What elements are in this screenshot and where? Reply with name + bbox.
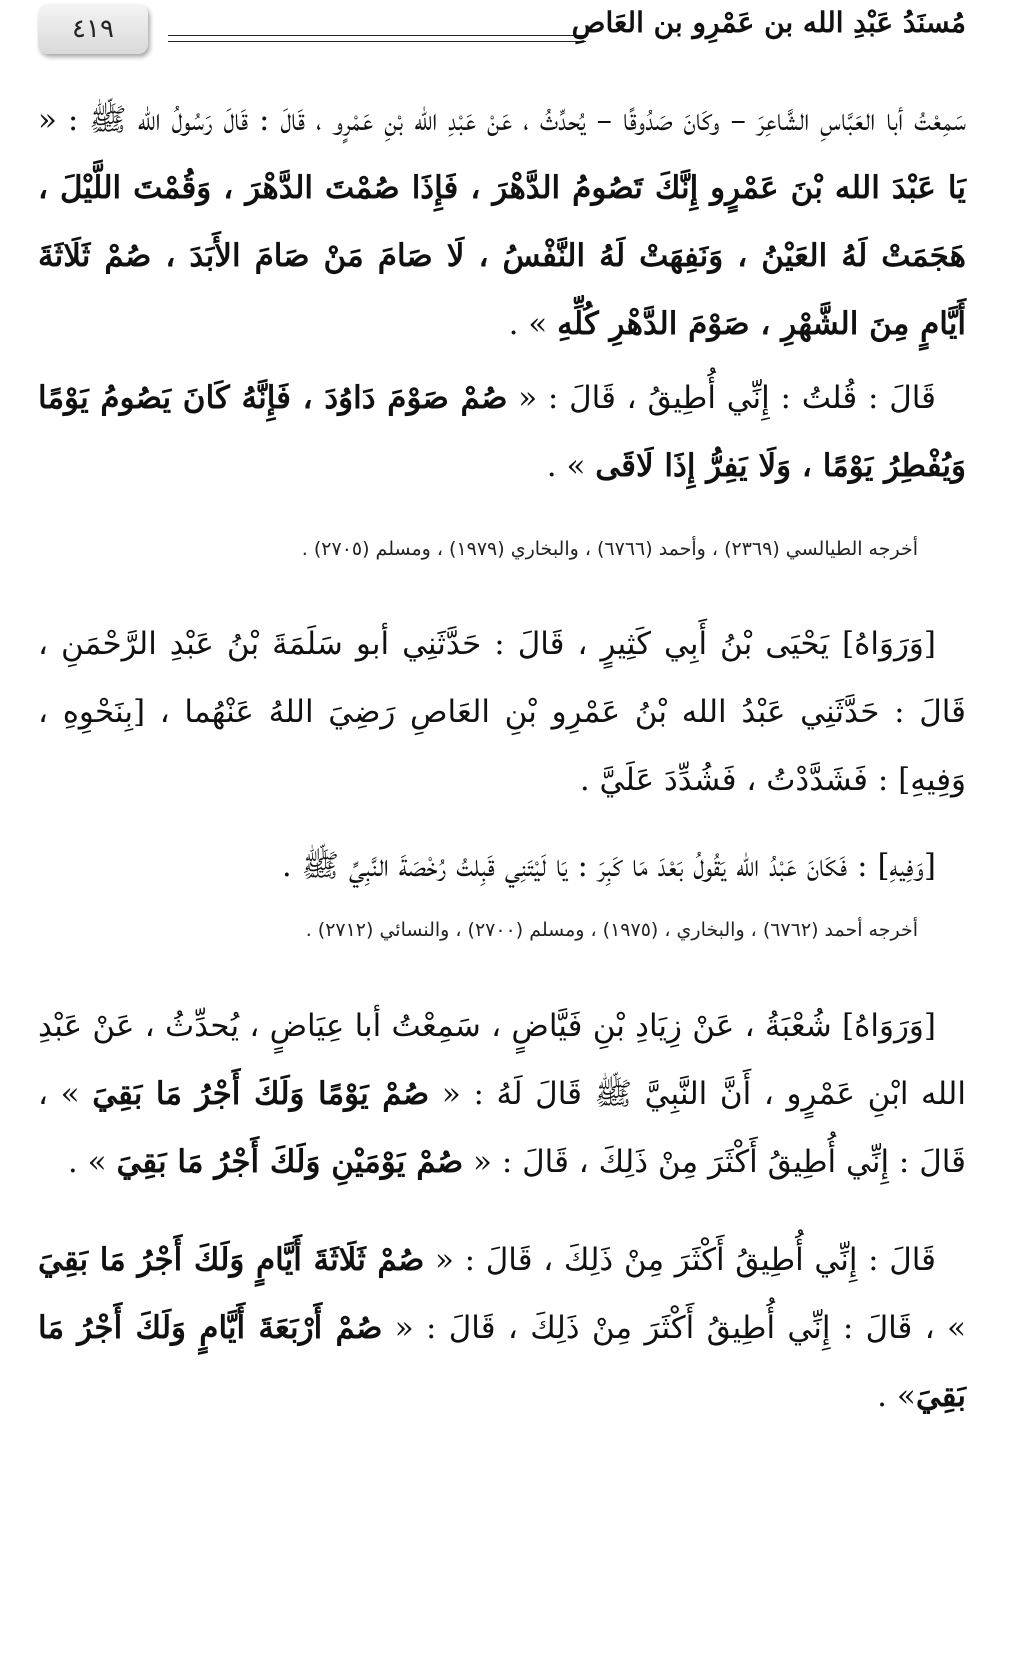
text-block-2	[38, 364, 966, 500]
hadith-text: يَا عَبْدَ الله بْنَ عَمْرٍو إِنَّكَ تَصُومُ الدَّهْرَ ، فَإِذَا صُمْتَ الدَّهْرَ ، وَقُمْتَ اللَّيْلَ ، هَجَمَتْ لَهُ العَيْنُ ، وَنَفِهَتْ لَهُ النَّفْسُ ، لَا صَامَ مَنْ صَامَ الأَبَدَ ، صُمْ ثَلَاثَةَ أَيَّامٍ مِنَ الشَّهْرِ ، صَوْمَ الدَّهْرِ كُلِّهِ	[38, 170, 966, 342]
header-rule-bottom	[168, 41, 586, 42]
hadith-text: صُمْ يَوْمَيْنِ وَلَكَ أَجْرُ مَا بَقِيَ	[116, 1144, 464, 1180]
paragraph-text: قَالَ : قُلتُ : إِنِّي أُطِيقُ ، قَالَ : «	[507, 380, 937, 416]
hadith-text: صُمْ يَوْمًا وَلَكَ أَجْرُ مَا بَقِيَ	[92, 1076, 430, 1112]
paragraph-text: [وَرَوَاهُ] يَحْيَى بْنُ أَبِي كَثِيرٍ ، قَالَ : حَدَّثَنِي أبو سَلَمَةَ بْنُ عَبْدِ الرَّحْمَنِ ، قَالَ : حَدَّثَنِي عَبْدُ الله بْنُ عَمْرِو بْنِ العَاصِ رَضِيَ اللهُ عَنْهُما ، [بِنَحْوِهِ ، وَفِيهِ] : فَشَدَّدْتُ ، فَشُدِّدَ عَلَيَّ .	[38, 626, 966, 798]
footnote-block-1	[38, 534, 966, 564]
text-block-3	[38, 610, 966, 814]
paragraph-text: » .	[877, 1378, 916, 1414]
text-block-5	[38, 992, 966, 1196]
page-number	[38, 4, 148, 54]
paragraph	[38, 832, 966, 900]
running-title: مُسنَدُ عَبْدِ الله بن عَمْرِو بن العَاصِ	[571, 6, 966, 39]
page-number-text: ٤١٩	[72, 14, 114, 44]
paragraph	[38, 364, 966, 500]
paragraph-text: » .	[508, 306, 558, 342]
paragraph-text: » .	[67, 1144, 117, 1180]
header-rule-top	[168, 35, 586, 36]
paragraph-text: سَمِعْتُ أبا العَبَّاسِ الشَّاعِرَ – وكَانَ صَدُوقًا – يُحدِّثُ ، عَنْ عَبْدِ الله بْنِ عَمْرٍو ، قَالَ : قَالَ رَسُولُ الله ﷺ : «	[38, 102, 966, 138]
paragraph	[38, 610, 966, 814]
text-block-1	[38, 86, 966, 358]
paragraph-text: قَالَ : إِنِّي أُطِيقُ أَكْثَرَ مِنْ ذَلِكَ ، قَالَ : «	[424, 1242, 936, 1278]
paragraph-text: » .	[546, 448, 596, 484]
text-block-6	[38, 1226, 966, 1430]
footnote-block-2	[38, 915, 966, 945]
paragraph	[38, 86, 966, 358]
hadith-text: صُمْ صَوْمَ دَاوُدَ ، فَإِنَّهُ كَانَ يَصُومُ يَوْمًا وَيُفْطِرُ يَوْمًا ، وَلَا يَفِرُّ إِذَا لَاقَى	[38, 380, 966, 484]
paragraph-text: » ، قَالَ : إِنِّي أُطِيقُ أَكْثَرَ مِنْ ذَلِكَ ، قَالَ : «	[382, 1310, 966, 1346]
text-block-4	[38, 832, 966, 900]
paragraph-text: [وَفِيهِ] : فَكَانَ عَبْدُ الله يَقُولُ بَعْدَ مَا كَبِرَ : يَا لَيْتَنِي قَبِلتُ رُخْصَةَ النَّبِيِّ ﷺ .	[281, 848, 936, 884]
paragraph	[38, 1226, 966, 1430]
footnote: أخرجه الطيالسي (٢٣٦٩) ، وأحمد (٦٧٦٦) ، والبخاري (١٩٧٩) ، ومسلم (٢٧٠٥) .	[301, 538, 918, 560]
footnote: أخرجه أحمد (٦٧٦٢) ، والبخاري ، (١٩٧٥) ، ومسلم (٢٧٠٠) ، والنسائي (٢٧١٢) .	[305, 919, 918, 941]
paragraph-text: » ، قَالَ : إِنِّي أُطِيقُ أَكْثَرَ مِنْ ذَلِكَ ، قَالَ : «	[38, 1076, 966, 1180]
paragraph	[38, 992, 966, 1196]
hadith-text: صُمْ أَرْبَعَةَ أَيَّامٍ وَلَكَ أَجْرُ مَا بَقِيَ	[38, 1310, 966, 1414]
hadith-text: صُمْ ثَلَاثَةَ أَيَّامٍ وَلَكَ أَجْرُ مَا بَقِيَ	[38, 1242, 425, 1278]
paragraph-text: [وَرَوَاهُ] شُعْبَةُ ، عَنْ زِيَادِ بْنِ فَيَّاضٍ ، سَمِعْتُ أبا عِيَاضٍ ، يُحدِّثُ ، عَنْ عَبْدِ الله ابْنِ عَمْرٍو ، أَنَّ النَّبِيَّ ﷺ قَالَ لَهُ : «	[38, 1008, 966, 1112]
